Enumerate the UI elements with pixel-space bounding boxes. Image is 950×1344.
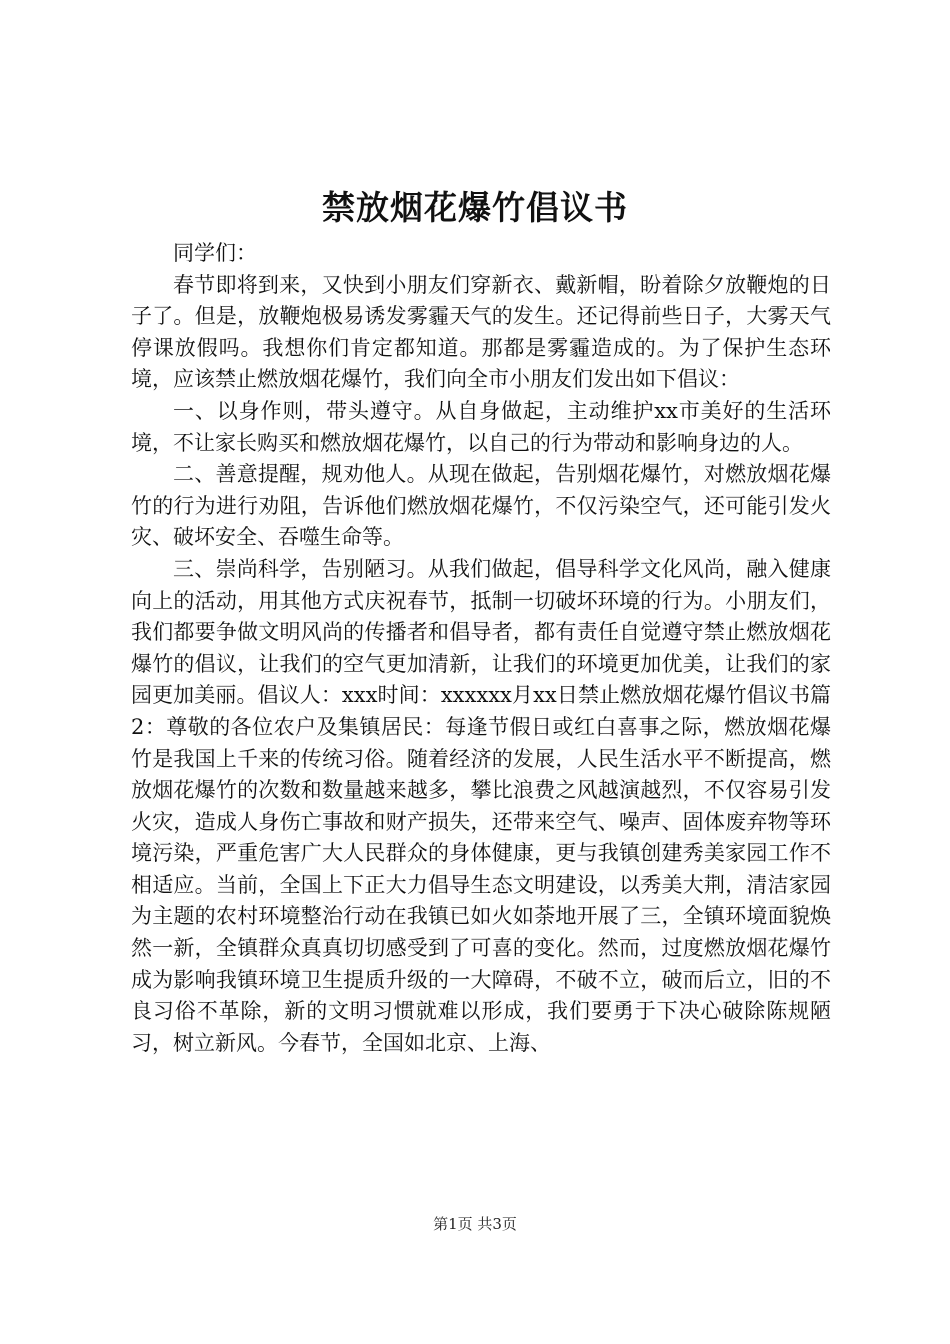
document-body [131,238,831,1059]
page-footer: 第1页 共3页 [433,1215,517,1233]
proposal-paragraph-1: 一、以身作则，带头遵守。从自身做起，主动维护xx市美好的生活环境，不让家长购买和燃放烟花爆竹，以自己的行为带动和影响身边的人。 [131,398,831,455]
proposal-paragraph-3: 三、崇尚科学，告别陋习。从我们做起，倡导科学文化风尚，融入健康向上的活动，用其他方式庆祝春节，抵制一切破坏环境的行为。小朋友们，我们都要争做文明风尚的传播者和倡导者，都有责任自觉遵守禁止燃放烟花爆竹的倡议，让我们的空气更加清新，让我们的环境更加优美，让我们的家园更加美丽。倡议人：xxx时间：xxxxxx月xx日禁止燃放烟花爆竹倡议书篇2：尊敬的各位农户及集镇居民：每逢节假日或红白喜事之际，燃放烟花爆竹是我国上千来的传统习俗。随着经济的发展，人民生活水平不断提高，燃放烟花爆竹的次数和数量越来越多，攀比浪费之风越演越烈，不仅容易引发火灾，造成人身伤亡事故和财产损失，还带来空气、噪声、固体废弃物等环境污染，严重危害广大人民群众的身体健康，更与我镇创建秀美家园工作不相适应。当前，全国上下正大力倡导生态文明建设，以秀美大荆，清洁家园为主题的农村环境整治行动在我镇已如火如荼地开展了三，全镇环境面貌焕然一新，全镇群众真真切切感受到了可喜的变化。然而，过度燃放烟花爆竹成为影响我镇环境卫生提质升级的一大障碍，不破不立，破而后立，旧的不良习俗不革除，新的文明习惯就难以形成，我们要勇于下决心破除陈规陋习，树立新风。今春节，全国如北京、上海、 [131,556,831,1055]
salutation-paragraph: 同学们： [173,241,257,265]
document-title: 禁放烟花爆竹倡议书 [322,188,628,227]
proposal-paragraph-2: 二、善意提醒，规劝他人。从现在做起，告别烟花爆竹，对燃放烟花爆竹的行为进行劝阻，告诉他们燃放烟花爆竹，不仅污染空气，还可能引发火灾、破坏安全、吞噬生命等。 [131,462,831,550]
intro-paragraph: 春节即将到来，又快到小朋友们穿新衣、戴新帽，盼着除夕放鞭炮的日子了。但是，放鞭炮极易诱发雾霾天气的发生。还记得前些日子，大雾天气停课放假吗。我想你们肯定都知道。那都是雾霾造成的。为了保护生态环境，应该禁止燃放烟花爆竹，我们向全市小朋友们发出如下倡议： [131,272,831,392]
